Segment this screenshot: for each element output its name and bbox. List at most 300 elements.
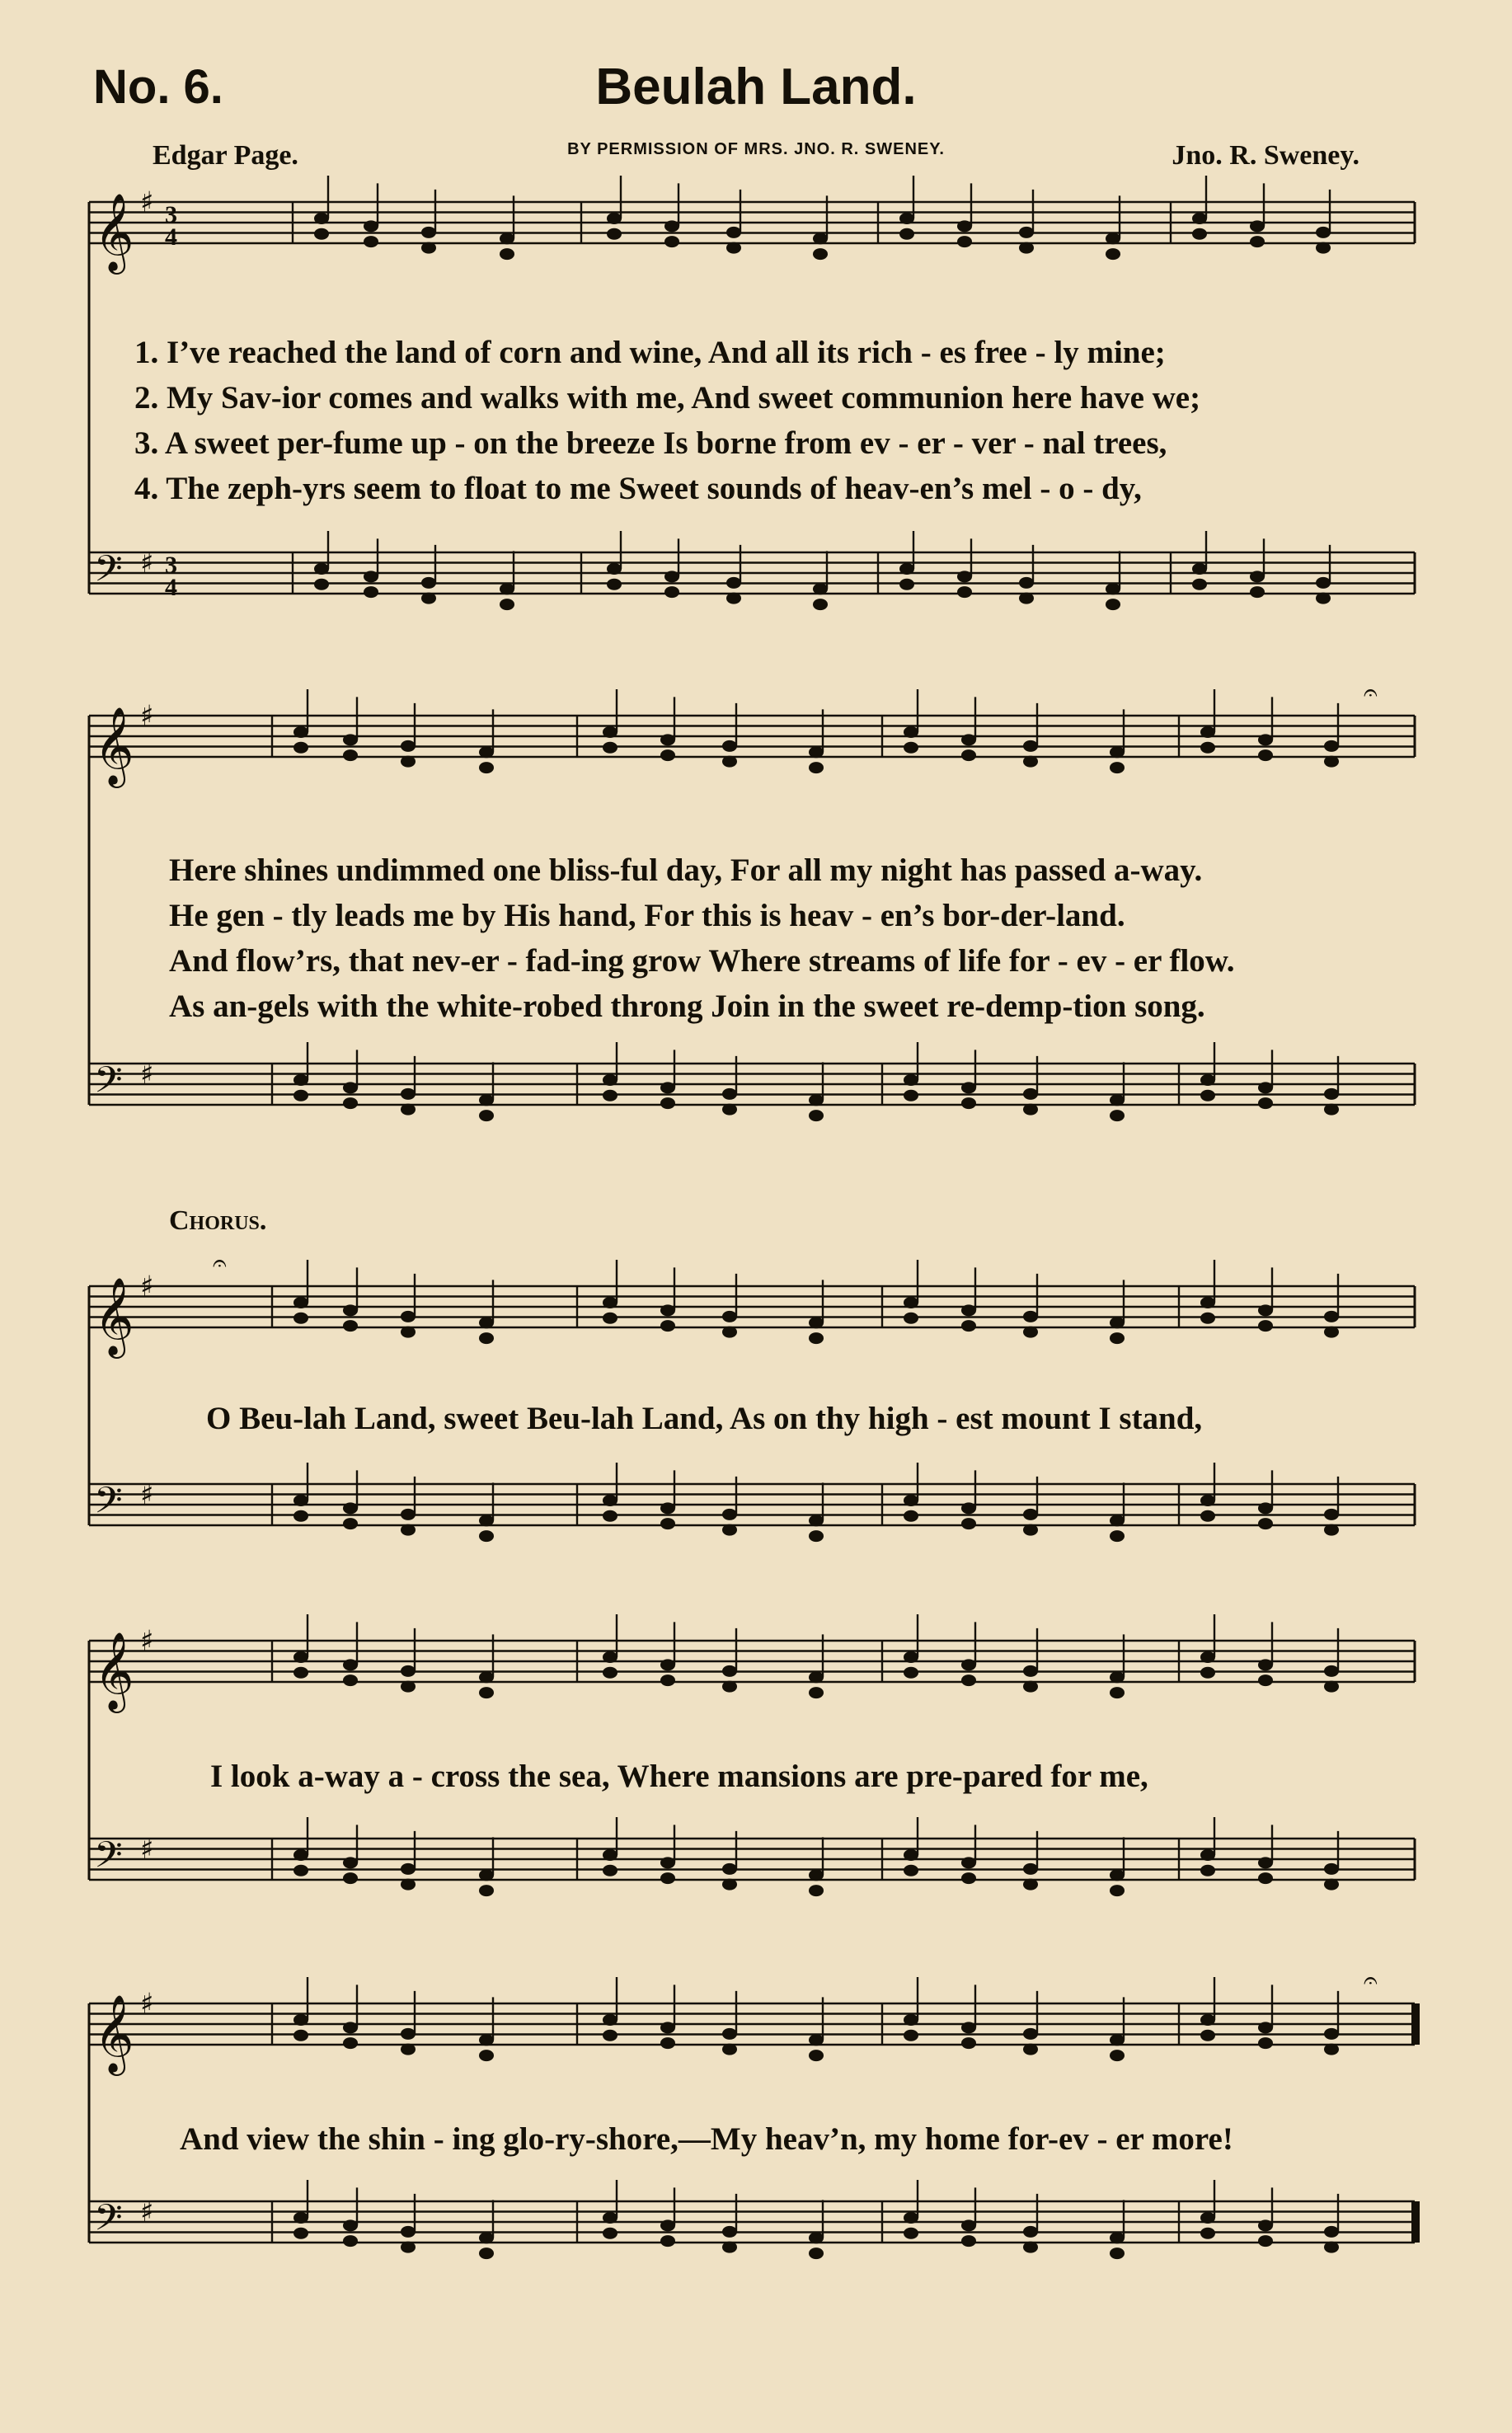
sharp-icon: ♯ (140, 1987, 154, 2021)
sharp-icon: ♯ (140, 1477, 154, 1511)
note-head (500, 599, 514, 610)
note-head (479, 1671, 494, 1683)
note-head (1316, 593, 1331, 604)
note-head (722, 2226, 737, 2238)
note-head (1110, 1671, 1125, 1683)
verse-2-line-1: 2. My Sav-ior comes and walks with me, And sweet communion here have we; (134, 380, 1201, 416)
note-head (1200, 1849, 1215, 1861)
time-signature-top: 3 (165, 201, 177, 228)
note-head (722, 2044, 737, 2055)
permission-line: BY PERMISSION OF MRS. JNO. R. SWENEY. (567, 140, 945, 158)
note-head (809, 2247, 824, 2259)
sharp-icon: ♯ (140, 1057, 154, 1091)
note-head (1023, 2044, 1038, 2055)
note-head (1324, 1879, 1339, 1891)
note-head (607, 213, 622, 224)
note-head (1023, 1327, 1038, 1338)
note-head (314, 563, 329, 575)
note-head (293, 726, 308, 738)
note-head (722, 2242, 737, 2253)
note-head (1324, 1088, 1339, 1100)
note-head (809, 2034, 824, 2046)
note-head (479, 2034, 494, 2046)
sharp-icon: ♯ (140, 1624, 154, 1658)
note-head (479, 746, 494, 758)
note-head (1324, 1104, 1339, 1116)
note-head (726, 227, 741, 238)
note-head (293, 2212, 308, 2224)
note-head (957, 586, 972, 598)
note-head (603, 2030, 617, 2041)
note-head (722, 1088, 737, 1100)
chorus-line-3: And view the shin - ing glo-ry-shore,—My heav’n, my home for-ev - er more! (180, 2121, 1233, 2157)
note-head (401, 1879, 416, 1891)
note-head (809, 1317, 824, 1328)
verse-4-line-2: As an-gels with the white-robed throng Join in the sweet re-demp-tion song. (169, 989, 1205, 1024)
note-head (813, 232, 828, 244)
note-head (904, 2228, 918, 2239)
note-head (603, 1651, 617, 1663)
bass-clef-icon: 𝄢 (94, 1058, 123, 1111)
note-head (1258, 1097, 1273, 1109)
verse-4-line-1: 4. The zeph-yrs seem to float to me Sweet sounds of heav-en’s mel - o - dy, (134, 471, 1142, 506)
note-head (500, 583, 514, 594)
verse-2-line-2: He gen - tly leads me by His hand, For this is heav - en’s bor-der-land. (169, 898, 1125, 933)
note-head (343, 1304, 358, 1316)
note-head (722, 756, 737, 768)
note-head (722, 1681, 737, 1693)
note-head (1023, 1509, 1038, 1520)
note-head (809, 1530, 824, 1542)
note-head (293, 2014, 308, 2026)
note-head (961, 749, 976, 761)
note-head (364, 586, 378, 598)
final-barline (1411, 2003, 1420, 2045)
note-head (293, 2030, 308, 2041)
note-head (293, 1849, 308, 1861)
note-head (1023, 1104, 1038, 1116)
note-head (401, 756, 416, 768)
note-head (904, 742, 918, 754)
note-head (1192, 213, 1207, 224)
note-head (293, 1651, 308, 1663)
note-head (660, 2037, 675, 2049)
hymn-composer: Jno. R. Sweney. (1172, 140, 1359, 171)
note-head (813, 248, 828, 260)
note-head (1258, 1304, 1273, 1316)
note-head (607, 563, 622, 575)
note-head (343, 1097, 358, 1109)
note-head (722, 2028, 737, 2040)
note-head (660, 2219, 675, 2231)
fermata-icon: 𝄐 (1364, 679, 1378, 707)
note-head (1110, 2232, 1125, 2243)
note-head (1019, 242, 1034, 254)
note-head (343, 734, 358, 745)
note-head (664, 586, 679, 598)
note-head (343, 1659, 358, 1670)
note-head (607, 228, 622, 240)
note-head (660, 1857, 675, 1868)
note-head (1258, 1502, 1273, 1514)
note-head (603, 2228, 617, 2239)
note-head (1258, 2037, 1273, 2049)
note-head (722, 1327, 737, 1338)
note-head (421, 593, 436, 604)
note-head (401, 740, 416, 752)
note-head (904, 1651, 918, 1663)
note-head (1106, 583, 1120, 594)
note-head (343, 1857, 358, 1868)
note-head (1192, 579, 1207, 590)
sharp-icon: ♯ (140, 186, 154, 219)
note-head (1250, 220, 1265, 232)
note-head (726, 593, 741, 604)
note-head (726, 577, 741, 589)
note-head (1023, 1311, 1038, 1322)
note-head (961, 1304, 976, 1316)
note-head (293, 1495, 308, 1506)
note-head (1258, 1674, 1273, 1686)
note-head (401, 1088, 416, 1100)
note-head (603, 2212, 617, 2224)
verse-3-line-2: And flow’rs, that nev-er - fad-ing grow Where streams of life for - ev - er flow. (169, 943, 1235, 979)
note-head (1324, 1665, 1339, 1677)
note-head (1106, 248, 1120, 260)
note-head (961, 1502, 976, 1514)
verse-1-line-2: Here shines undimmed one bliss-ful day, For all my night has passed a-way. (169, 852, 1203, 888)
note-head (961, 1659, 976, 1670)
note-head (603, 1313, 617, 1324)
note-head (1110, 1530, 1125, 1542)
sharp-icon: ♯ (140, 546, 154, 580)
note-head (293, 1074, 308, 1086)
note-head (961, 2037, 976, 2049)
note-head (809, 2232, 824, 2243)
note-head (479, 1110, 494, 1121)
note-head (813, 599, 828, 610)
note-head (364, 571, 378, 582)
note-head (809, 1110, 824, 1121)
time-signature-bottom: 4 (165, 574, 177, 601)
sharp-icon: ♯ (140, 699, 154, 733)
note-head (343, 1674, 358, 1686)
note-head (603, 726, 617, 738)
note-head (904, 1074, 918, 1086)
note-head (961, 1857, 976, 1868)
note-head (603, 1849, 617, 1861)
note-head (1258, 1082, 1273, 1093)
note-head (603, 1510, 617, 1522)
note-head (603, 1297, 617, 1308)
note-head (479, 1332, 494, 1344)
note-head (1200, 1090, 1215, 1101)
chorus-line-1: O Beu-lah Land, sweet Beu-lah Land, As on thy high - est mount I stand, (206, 1401, 1203, 1436)
note-head (904, 1849, 918, 1861)
note-head (1324, 2242, 1339, 2253)
note-head (1023, 756, 1038, 768)
note-head (401, 1681, 416, 1693)
note-head (1200, 1651, 1215, 1663)
note-head (293, 1297, 308, 1308)
note-head (726, 242, 741, 254)
note-head (904, 1297, 918, 1308)
note-head (961, 1518, 976, 1529)
note-head (401, 1327, 416, 1338)
note-head (899, 213, 914, 224)
treble-clef-icon: 𝄞 (94, 1632, 134, 1710)
treble-clef-icon: 𝄞 (94, 707, 134, 785)
note-head (1023, 1524, 1038, 1536)
note-head (1023, 1879, 1038, 1891)
note-head (1324, 1681, 1339, 1693)
note-head (1200, 726, 1215, 738)
note-head (293, 1667, 308, 1679)
note-head (722, 740, 737, 752)
note-head (401, 1665, 416, 1677)
note-head (401, 1524, 416, 1536)
note-head (1110, 1317, 1125, 1328)
note-head (961, 1674, 976, 1686)
note-head (904, 1667, 918, 1679)
note-head (722, 1524, 737, 1536)
note-head (809, 762, 824, 773)
note-head (1258, 2219, 1273, 2231)
note-head (664, 236, 679, 247)
note-head (813, 583, 828, 594)
bass-clef-icon: 𝄢 (94, 1478, 123, 1531)
treble-clef-icon: 𝄞 (94, 1277, 134, 1355)
note-head (1250, 236, 1265, 247)
note-head (660, 2235, 675, 2247)
note-head (809, 1869, 824, 1881)
time-signature-bottom: 4 (165, 223, 177, 251)
hymn-title: Beulah Land. (595, 59, 917, 115)
note-head (660, 2022, 675, 2033)
note-head (1110, 1110, 1125, 1121)
note-head (293, 1090, 308, 1101)
note-head (401, 1311, 416, 1322)
note-head (722, 1665, 737, 1677)
note-head (1200, 2030, 1215, 2041)
note-head (314, 579, 329, 590)
note-head (1023, 2028, 1038, 2040)
note-head (1324, 740, 1339, 752)
note-head (1023, 1863, 1038, 1875)
note-head (1110, 1094, 1125, 1106)
note-head (479, 1094, 494, 1106)
note-head (603, 2014, 617, 2026)
note-head (1106, 599, 1120, 610)
sharp-icon: ♯ (140, 1270, 154, 1303)
note-head (1110, 1885, 1125, 1896)
note-head (1200, 1667, 1215, 1679)
note-head (957, 220, 972, 232)
note-head (1258, 1659, 1273, 1670)
note-head (660, 1304, 675, 1316)
note-head (401, 2226, 416, 2238)
note-head (479, 1687, 494, 1698)
note-head (1200, 1074, 1215, 1086)
note-head (1019, 593, 1034, 604)
note-head (1258, 1518, 1273, 1529)
note-head (904, 1090, 918, 1101)
verse-1-line-1: 1. I’ve reached the land of corn and wine, And all its rich - es free - ly mine; (134, 335, 1166, 370)
note-head (904, 726, 918, 738)
note-head (1110, 2247, 1125, 2259)
note-head (660, 1320, 675, 1332)
note-head (421, 227, 436, 238)
note-head (1192, 228, 1207, 240)
note-head (1316, 242, 1331, 254)
note-head (961, 1320, 976, 1332)
note-head (1200, 2228, 1215, 2239)
note-head (660, 1082, 675, 1093)
note-head (479, 1885, 494, 1896)
note-head (1324, 2226, 1339, 2238)
note-head (1110, 2050, 1125, 2061)
note-head (401, 2028, 416, 2040)
sharp-icon: ♯ (140, 1832, 154, 1866)
note-head (1023, 1088, 1038, 1100)
time-signature-top: 3 (165, 552, 177, 579)
note-head (1324, 2028, 1339, 2040)
note-head (1324, 1327, 1339, 1338)
note-head (1200, 1313, 1215, 1324)
note-head (809, 1515, 824, 1526)
note-head (1200, 1495, 1215, 1506)
fermata-icon: 𝄐 (1364, 1966, 1378, 1995)
note-head (809, 2050, 824, 2061)
sharp-icon: ♯ (140, 2195, 154, 2229)
note-head (364, 236, 378, 247)
note-head (1023, 2226, 1038, 2238)
note-head (1023, 740, 1038, 752)
note-head (293, 1313, 308, 1324)
note-head (961, 2022, 976, 2033)
note-head (1324, 2044, 1339, 2055)
note-head (1019, 577, 1034, 589)
note-head (479, 762, 494, 773)
note-head (603, 1074, 617, 1086)
note-head (660, 1872, 675, 1884)
note-head (401, 2044, 416, 2055)
note-head (314, 213, 329, 224)
note-head (1324, 1524, 1339, 1536)
note-head (401, 1863, 416, 1875)
note-head (314, 228, 329, 240)
note-head (722, 1863, 737, 1875)
note-head (1023, 1681, 1038, 1693)
note-head (1106, 232, 1120, 244)
note-head (957, 236, 972, 247)
note-head (809, 1332, 824, 1344)
note-head (1324, 1863, 1339, 1875)
note-head (809, 1094, 824, 1106)
bass-clef-icon: 𝄢 (94, 2196, 123, 2248)
note-head (664, 220, 679, 232)
note-head (961, 2235, 976, 2247)
note-head (1324, 1311, 1339, 1322)
treble-clef-icon: 𝄞 (94, 193, 134, 271)
note-head (1019, 227, 1034, 238)
note-head (293, 2228, 308, 2239)
note-head (603, 1667, 617, 1679)
note-head (809, 1687, 824, 1698)
note-head (904, 1510, 918, 1522)
hymn-author: Edgar Page. (153, 140, 298, 171)
note-head (1110, 2034, 1125, 2046)
note-head (421, 577, 436, 589)
note-head (1258, 749, 1273, 761)
note-head (660, 1518, 675, 1529)
note-head (479, 2232, 494, 2243)
note-head (1110, 762, 1125, 773)
note-head (1023, 1665, 1038, 1677)
note-head (961, 1872, 976, 1884)
note-head (500, 232, 514, 244)
note-head (660, 1097, 675, 1109)
note-head (293, 1865, 308, 1876)
note-head (293, 1510, 308, 1522)
note-head (1200, 2212, 1215, 2224)
note-head (904, 1865, 918, 1876)
note-head (1258, 2235, 1273, 2247)
note-head (343, 2037, 358, 2049)
note-head (1258, 1872, 1273, 1884)
note-head (1258, 1320, 1273, 1332)
note-head (1250, 571, 1265, 582)
note-head (722, 1509, 737, 1520)
note-head (899, 228, 914, 240)
note-head (1110, 746, 1125, 758)
note-head (607, 579, 622, 590)
note-head (1250, 586, 1265, 598)
note-head (479, 2247, 494, 2259)
note-head (343, 749, 358, 761)
bass-clef-icon: 𝄢 (94, 547, 123, 599)
note-head (1324, 1509, 1339, 1520)
note-head (904, 1313, 918, 1324)
note-head (809, 746, 824, 758)
note-head (660, 1659, 675, 1670)
note-head (1200, 742, 1215, 754)
note-head (479, 1515, 494, 1526)
note-head (401, 2242, 416, 2253)
bass-clef-icon: 𝄢 (94, 1833, 123, 1886)
note-head (603, 742, 617, 754)
note-head (904, 2212, 918, 2224)
note-head (1200, 1510, 1215, 1522)
hymn-number: No. 6. (93, 60, 223, 114)
note-head (722, 1104, 737, 1116)
note-head (1200, 1865, 1215, 1876)
note-head (343, 1518, 358, 1529)
note-head (1110, 1515, 1125, 1526)
note-head (961, 2219, 976, 2231)
note-head (1316, 577, 1331, 589)
note-head (343, 2235, 358, 2247)
note-head (603, 1495, 617, 1506)
fermata-icon: 𝄐 (213, 1249, 227, 1278)
note-head (500, 248, 514, 260)
note-head (809, 1671, 824, 1683)
note-head (722, 1879, 737, 1891)
note-head (904, 2030, 918, 2041)
note-head (899, 563, 914, 575)
note-head (1200, 2014, 1215, 2026)
note-head (809, 1885, 824, 1896)
